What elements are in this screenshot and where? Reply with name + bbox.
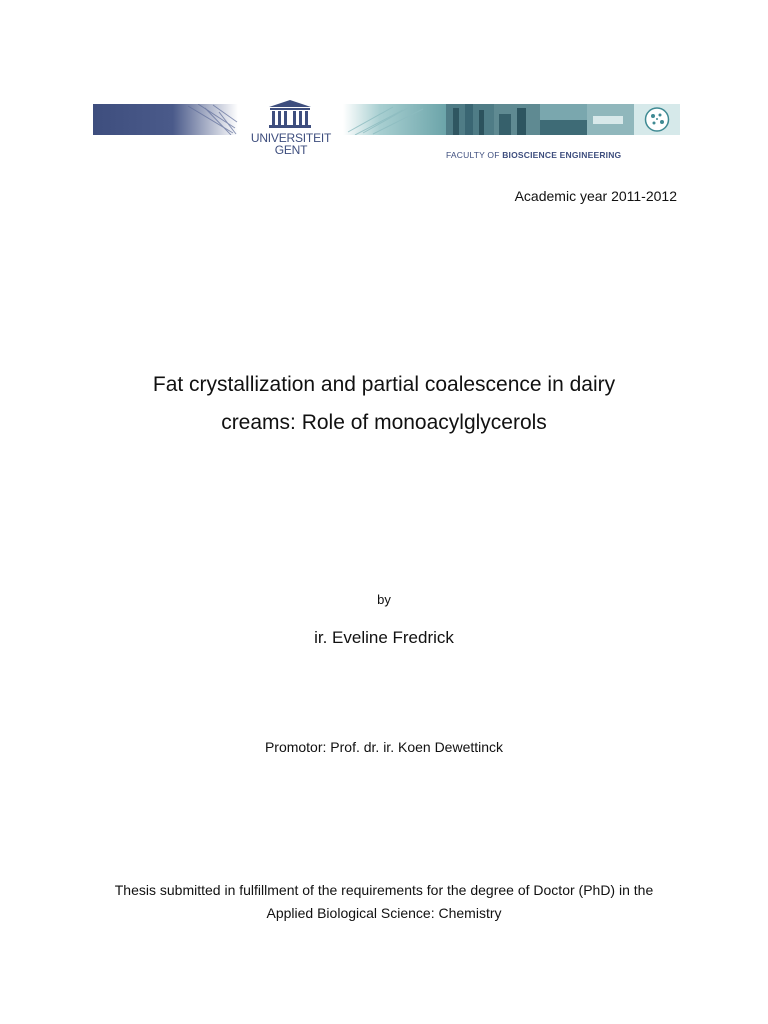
university-building-icon xyxy=(267,99,313,129)
by-label: by xyxy=(377,592,391,607)
faculty-caption xyxy=(446,150,621,160)
thesis-statement-line-2: Applied Biological Science: Chemistry xyxy=(266,905,502,921)
university-logo xyxy=(246,97,336,161)
faculty-name: BIOSCIENCE ENGINEERING xyxy=(502,150,622,160)
logo-text-gent: GENT xyxy=(274,143,308,157)
promotor-line: Promotor: Prof. dr. ir. Koen Dewettinck xyxy=(264,739,504,755)
thesis-statement xyxy=(84,879,684,925)
thesis-title xyxy=(100,366,668,442)
banner-graphic xyxy=(93,104,680,135)
faculty-prefix: FACULTY OF xyxy=(446,150,503,160)
logo-text-universiteit: UNIVERSITEIT xyxy=(250,131,332,145)
thesis-title-line-2: creams: Role of monoacylglycerols xyxy=(221,411,547,434)
academic-year: Academic year 2011-2012 xyxy=(514,188,677,204)
thesis-title-line-1: Fat crystallization and partial coalescence in dairy xyxy=(152,373,616,396)
header-banner xyxy=(93,104,680,135)
author-name: ir. Eveline Fredrick xyxy=(314,628,454,647)
thesis-statement-line-1: Thesis submitted in fulfillment of the requirements for the degree of Doctor (PhD) in the xyxy=(114,882,654,898)
